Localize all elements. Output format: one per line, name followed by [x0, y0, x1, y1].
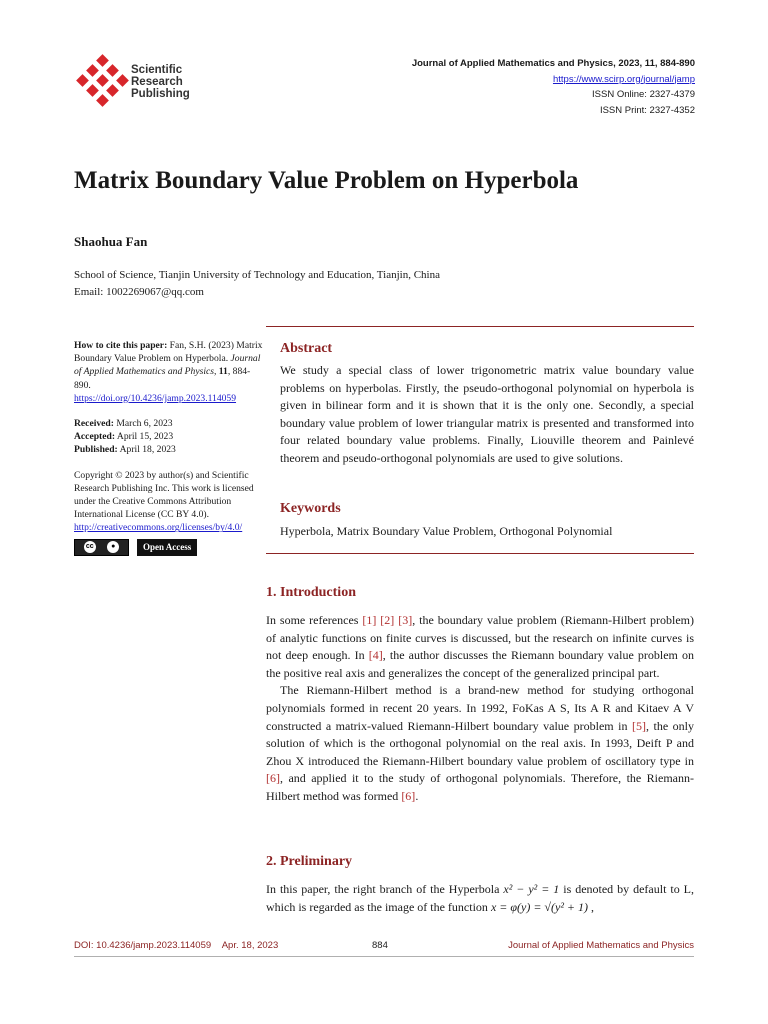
- abstract-heading: Abstract: [280, 341, 333, 356]
- cite-pages: , 884-890.: [74, 366, 251, 391]
- abstract-text: We study a special class of lower trigonometric matrix value boundary value problems on hyperbolas. Firstly, the pseudo-orthogonal polynomial on hyperbola is given in bilinear form and it is shown that it is the only one. Secondly, a special boundary value problem of lower triangular matrix is presented and transformed into four related boundary value problems. Finally, Liouville theorem and Painlevé theorem and pseudo-orthogonal polynomials are used to give solutions.: [280, 363, 694, 465]
- abstract-bottom-rule: [266, 553, 694, 554]
- page-number: 884: [372, 940, 388, 951]
- preliminary-paragraph: In this paper, the right branch of the Hyperbola x² − y² = 1 is denoted by default to L, which is regarded as the image of the function x = φ(y) = √(y² + 1) ,: [266, 882, 694, 914]
- cite-volume: 11: [218, 366, 228, 378]
- reference-link[interactable]: [2]: [380, 613, 395, 627]
- preliminary-heading: 2. Preliminary: [266, 854, 353, 869]
- publisher-name-line: Scientific: [131, 64, 183, 76]
- publisher-logo[interactable]: [76, 54, 200, 110]
- reference-link[interactable]: [3]: [398, 613, 413, 627]
- journal-url-link[interactable]: https://www.scirp.org/journal/jamp: [552, 73, 695, 85]
- diamond-grid-icon: [76, 54, 132, 110]
- accepted-date: Accepted: April 15, 2023: [74, 431, 174, 443]
- published-date: Published: April 18, 2023: [74, 444, 176, 456]
- reference-link[interactable]: [5]: [631, 718, 646, 733]
- preliminary-body: [266, 881, 694, 916]
- cc-by-badge[interactable]: [74, 539, 129, 556]
- received-date: Received: March 6, 2023: [74, 418, 173, 430]
- paper-title: Matrix Boundary Value Problem on Hyperbola: [74, 167, 579, 194]
- footer-journal: Journal of Applied Mathematics and Physics: [508, 940, 694, 951]
- reference-link[interactable]: [4]: [368, 648, 383, 663]
- attribution-person-icon: ●: [107, 541, 119, 553]
- hyperbola-equation: x² − y² = 1: [503, 882, 560, 896]
- issn-print: ISSN Print: 2327-4352: [599, 104, 695, 116]
- publisher-name: [131, 64, 190, 100]
- reference-link[interactable]: [6]: [401, 788, 416, 803]
- author-name: Shaohua Fan: [74, 234, 148, 249]
- article-info-sidebar: [74, 339, 264, 556]
- publisher-name-line: Publishing: [131, 88, 190, 100]
- issn-online: ISSN Online: 2327-4379: [592, 89, 695, 100]
- introduction-heading: 1. Introduction: [266, 585, 356, 600]
- reference-link[interactable]: [6]: [266, 771, 280, 786]
- introduction-body: [266, 612, 694, 806]
- journal-info: [412, 56, 695, 118]
- doi-link[interactable]: https://doi.org/10.4236/jamp.2023.114059: [74, 392, 237, 404]
- intro-paragraph-1: In some references [1] [2] [3], the boundary value problem (Riemann-Hilbert problem) of analytic functions on finite curves is discussed, but the research on infinite curves is not deep enough. In [4], the author discusses the Riemann boundary value problem on the positive real axis and generalizes the concept of the generalized principal part.: [266, 613, 694, 680]
- function-equation: x = φ(y) = √(y² + 1): [490, 899, 589, 914]
- keywords-text: Hyperbola, Matrix Boundary Value Problem, Orthogonal Polynomial: [280, 524, 613, 538]
- open-access-badge: Open Access: [137, 539, 197, 556]
- affiliation: School of Science, Tianjin University of Technology and Education, Tianjin, China: [74, 269, 440, 281]
- cc-icon: cc: [84, 541, 96, 553]
- affiliation-block: [74, 267, 440, 301]
- publisher-name-line: Research: [131, 76, 183, 88]
- author-email: Email: 1002269067@qq.com: [74, 286, 204, 298]
- license-link[interactable]: http://creativecommons.org/licenses/by/4.0/: [74, 522, 243, 534]
- cite-label: How to cite this paper:: [74, 340, 168, 351]
- footer-rule: [74, 956, 694, 957]
- cite-journal: Journal of Applied Mathematics and Physics,: [74, 353, 261, 378]
- cite-text: Fan, S.H. (2023) Matrix Boundary Value Problem on Hyperbola.: [74, 340, 263, 365]
- abstract-top-rule: [266, 326, 694, 327]
- intro-paragraph-2: The Riemann-Hilbert method is a brand-new method for studying orthogonal polynomials formed in recent 20 years. In 1992, FoKas A S, Its A R and Kitaev A V constructed a matrix-valued Riemann-Hilbert boundary value problem in [5], the only solution of which is the orthogonal polynomial on the real axis. In 1993, Deift P and Zhou X introduced the Riemann-Hilbert boundary value problem of oscillatory type in [6], and applied it to the study of orthogonal polynomials. Therefore, the Riemann-Hilbert method was formed [6].: [266, 683, 695, 803]
- license-badges: [74, 539, 264, 556]
- journal-citation: Journal of Applied Mathematics and Physics, 2023, 11, 884-890: [411, 58, 695, 69]
- keywords-heading: Keywords: [280, 501, 341, 516]
- citation-block: [74, 339, 264, 392]
- reference-link[interactable]: [1]: [362, 613, 377, 627]
- copyright-notice: Copyright © 2023 by author(s) and Scientific Research Publishing Inc. This work is licensed under the Creative Commons Attribution International License (CC BY 4.0).: [74, 469, 254, 521]
- footer-doi-date: DOI: 10.4236/jamp.2023.114059 Apr. 18, 2023: [74, 940, 279, 951]
